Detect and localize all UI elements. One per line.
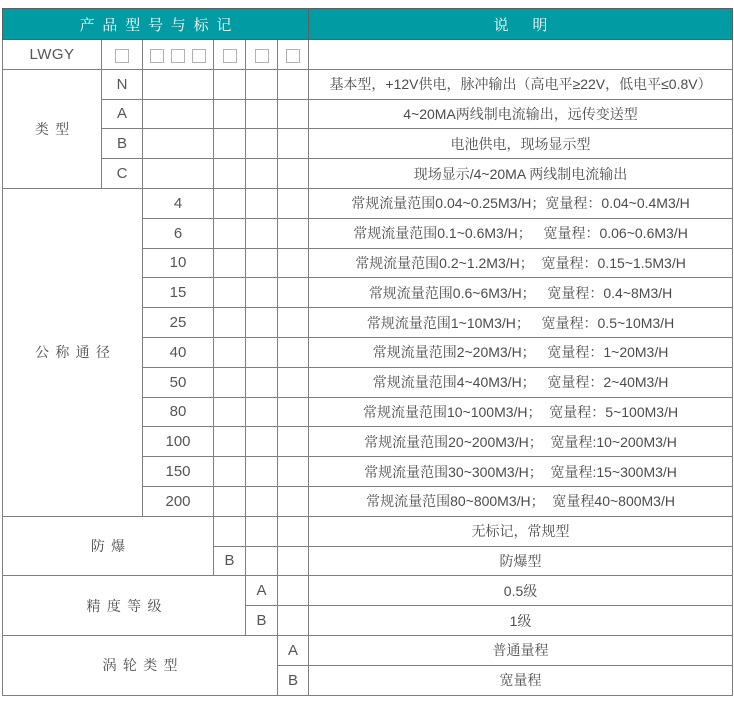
accuracy-row [3, 576, 733, 606]
empty-cell [246, 248, 278, 278]
type-code: A [102, 99, 143, 129]
empty-cell [246, 129, 278, 159]
empty-cell [214, 159, 246, 189]
product-model-spec-table [2, 8, 733, 696]
model-digit-cell-turbine [278, 40, 309, 70]
type-description: 基本型，+12V供电，脉冲输出（高电平≥22V，低电平≤0.8V） [309, 69, 733, 99]
empty-cell [246, 486, 278, 516]
explosion-proof-description: 无标记，常规型 [309, 516, 733, 546]
empty-cell [278, 606, 309, 636]
accuracy-description: 1级 [309, 606, 733, 636]
empty-cell [278, 159, 309, 189]
empty-cell [214, 188, 246, 218]
explosion-proof-code [214, 516, 246, 546]
empty-cell [246, 188, 278, 218]
turbine-description: 普通量程 [309, 635, 733, 665]
empty-cell [246, 457, 278, 487]
header-description [309, 9, 733, 40]
checkbox-placeholder-icon [171, 49, 185, 63]
empty-cell [214, 427, 246, 457]
diameter-description: 常规流量范围20~200M3/H； 宽量程:10~200M3/H [309, 427, 733, 457]
model-digit-cell-diameter [143, 40, 214, 70]
empty-cell [214, 486, 246, 516]
section-label-accuracy-class: 精度等级 [3, 576, 246, 636]
empty-cell [246, 337, 278, 367]
checkbox-placeholder-icon [255, 49, 269, 63]
diameter-description: 常规流量范围4~40M3/H； 宽量程：2~40M3/H [309, 367, 733, 397]
empty-cell [278, 218, 309, 248]
diameter-code: 80 [143, 397, 214, 427]
model-digit-cell-accuracy [246, 40, 278, 70]
section-label-type: 类型 [3, 69, 102, 188]
model-digit-cell-type [102, 40, 143, 70]
empty-cell [143, 69, 214, 99]
empty-cell [278, 516, 309, 546]
type-row [3, 159, 733, 189]
type-description: 4~20MA两线制电流输出，远传变送型 [309, 99, 733, 129]
turbine-description: 宽量程 [309, 665, 733, 695]
diameter-code: 50 [143, 367, 214, 397]
explosion-proof-code: B [214, 546, 246, 576]
diameter-code: 100 [143, 427, 214, 457]
type-row [3, 129, 733, 159]
explosion-proof-row [3, 516, 733, 546]
type-description: 现场显示/4~20MA 两线制电流输出 [309, 159, 733, 189]
empty-cell [246, 99, 278, 129]
diameter-description: 常规流量范围0.04~0.25M3/H；宽量程：0.04~0.4M3/H [309, 188, 733, 218]
empty-cell [278, 486, 309, 516]
checkbox-placeholder-icon [286, 49, 300, 63]
empty-cell [246, 546, 278, 576]
empty-cell [214, 248, 246, 278]
empty-cell [143, 159, 214, 189]
empty-cell [278, 99, 309, 129]
empty-cell [278, 427, 309, 457]
turbine-code: A [278, 635, 309, 665]
diameter-code: 10 [143, 248, 214, 278]
header-left-label: 产品型号与标记 [79, 16, 240, 34]
empty-description-cell [309, 40, 733, 70]
empty-cell [214, 218, 246, 248]
type-code: B [102, 129, 143, 159]
header-product-model-and-marking [3, 9, 309, 40]
empty-cell [246, 516, 278, 546]
empty-cell [278, 248, 309, 278]
type-code: C [102, 159, 143, 189]
diameter-description: 常规流量范围0.2~1.2M3/H； 宽量程：0.15~1.5M3/H [309, 248, 733, 278]
empty-cell [278, 188, 309, 218]
diameter-description: 常规流量范围2~20M3/H； 宽量程：1~20M3/H [309, 337, 733, 367]
diameter-description: 常规流量范围30~300M3/H； 宽量程:15~300M3/H [309, 457, 733, 487]
diameter-description: 常规流量范围0.6~6M3/H； 宽量程：0.4~8M3/H [309, 278, 733, 308]
type-row [3, 69, 733, 99]
diameter-code: 6 [143, 218, 214, 248]
empty-cell [143, 99, 214, 129]
model-code-row [3, 40, 733, 70]
diameter-code: 25 [143, 308, 214, 338]
diameter-description: 常规流量范围80~800M3/H； 宽量程40~800M3/H [309, 486, 733, 516]
empty-cell [278, 397, 309, 427]
accuracy-description: 0.5级 [309, 576, 733, 606]
diameter-code: 40 [143, 337, 214, 367]
model-digit-cell-explosion [214, 40, 246, 70]
empty-cell [214, 69, 246, 99]
type-row [3, 99, 733, 129]
diameter-description: 常规流量范围0.1~0.6M3/H； 宽量程：0.06~0.6M3/H [309, 218, 733, 248]
empty-cell [278, 367, 309, 397]
empty-cell [246, 367, 278, 397]
model-code: LWGY [3, 40, 102, 70]
empty-cell [246, 218, 278, 248]
accuracy-code: B [246, 606, 278, 636]
accuracy-code: A [246, 576, 278, 606]
empty-cell [214, 337, 246, 367]
diameter-code: 150 [143, 457, 214, 487]
explosion-proof-description: 防爆型 [309, 546, 733, 576]
type-code: N [102, 69, 143, 99]
empty-cell [278, 576, 309, 606]
empty-cell [214, 367, 246, 397]
diameter-code: 15 [143, 278, 214, 308]
type-description: 电池供电，现场显示型 [309, 129, 733, 159]
empty-cell [246, 308, 278, 338]
diameter-description: 常规流量范围1~10M3/H； 宽量程：0.5~10M3/H [309, 308, 733, 338]
diameter-code: 4 [143, 188, 214, 218]
checkbox-placeholder-icon [115, 49, 129, 63]
checkbox-placeholder-icon [150, 49, 164, 63]
section-label-explosion-proof: 防爆 [3, 516, 214, 576]
checkbox-placeholder-icon [192, 49, 206, 63]
empty-cell [278, 308, 309, 338]
empty-cell [214, 457, 246, 487]
empty-cell [214, 308, 246, 338]
empty-cell [214, 397, 246, 427]
empty-cell [278, 457, 309, 487]
empty-cell [143, 129, 214, 159]
header-row [3, 9, 733, 40]
section-label-nominal-diameter: 公称通径 [3, 188, 143, 516]
empty-cell [278, 546, 309, 576]
diameter-code: 200 [143, 486, 214, 516]
empty-cell [278, 129, 309, 159]
diameter-row [3, 188, 733, 218]
empty-cell [246, 397, 278, 427]
empty-cell [214, 129, 246, 159]
empty-cell [278, 337, 309, 367]
turbine-code: B [278, 665, 309, 695]
empty-cell [246, 159, 278, 189]
empty-cell [214, 99, 246, 129]
empty-cell [246, 69, 278, 99]
section-label-turbine-type: 涡轮类型 [3, 635, 278, 695]
checkbox-placeholder-icon [223, 49, 237, 63]
empty-cell [246, 278, 278, 308]
empty-cell [278, 69, 309, 99]
empty-cell [214, 278, 246, 308]
header-right-label: 说明 [493, 16, 572, 34]
turbine-row [3, 635, 733, 665]
empty-cell [278, 278, 309, 308]
diameter-description: 常规流量范围10~100M3/H； 宽量程：5~100M3/H [309, 397, 733, 427]
empty-cell [246, 427, 278, 457]
